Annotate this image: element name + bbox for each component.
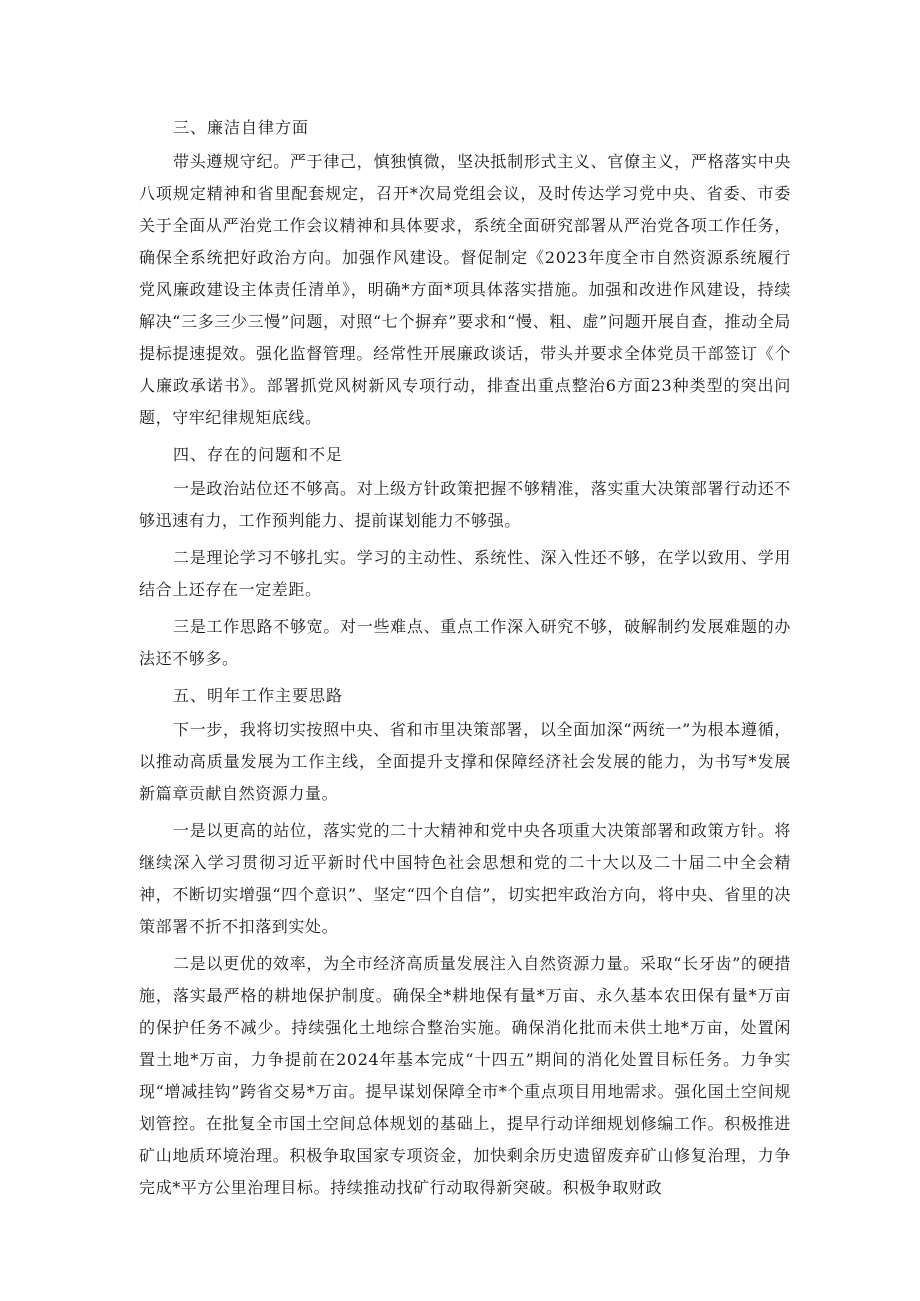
- paragraph: 二是理论学习不够扎实。学习的主动性、系统性、深入性还不够，在学以致用、学用结合上还存在一定差距。: [139, 548, 791, 599]
- section-problems: [139, 439, 791, 675]
- paragraph: 下一步，我将切实按照中央、省和市里决策部署，以全面加深“两统一”为根本遵循，以推动高质量发展为工作主线，全面提升支撑和保障经济社会发展的能力，为书写*发展新篇章贡献自然资源力量。: [139, 720, 791, 803]
- section-heading-problems: 四、存在的问题和不足: [173, 445, 344, 464]
- section-next-year: [139, 680, 791, 1204]
- document-page: [139, 112, 791, 1209]
- paragraph: 一是政治站位还不够高。对上级方针政策把握不够精准，落实重大决策部署行动还不够迅速有力，工作预判能力、提前谋划能力不够强。: [139, 479, 791, 530]
- section-heading-integrity: 三、廉洁自律方面: [173, 118, 310, 137]
- paragraph: 一是以更高的站位，落实党的二十大精神和党中央各项重大决策部署和政策方针。将继续深入学习贯彻习近平新时代中国特色社会思想和党的二十大以及二十届二中全会精神，不断切实增强“四个意识”、坚定“四个自信”，切实把牢政治方向，将中央、省里的决策部署不折不扣落到实处。: [139, 821, 791, 936]
- paragraph: 带头遵规守纪。严于律己，慎独慎微，坚决抵制形式主义、官僚主义，严格落实中央八项规定精神和省里配套规定，召开*次局党组会议，及时传达学习党中央、省委、市委关于全面从严治党工作会议精神和具体要求，系统全面研究部署从严治党各项工作任务，确保全系统把好政治方向。加强作风建设。督促制定《2023年度全市自然资源系统履行党风廉政建设主体责任清单》，明确*方面*项具体落实措施。加强和改进作风建设，持续解决“三多三少三慢”问题，对照“七个摒弃”要求和“慢、粗、虚”问题开展自查，推动全局提标提速提效。强化监督管理。经常性开展廉政谈话，带头并要求全体党员干部签订《个人廉政承诺书》。部署抓党风树新风专项行动，排查出重点整治6方面23种类型的突出问题，守牢纪律规矩底线。: [139, 152, 791, 427]
- section-heading-next-year: 五、明年工作主要思路: [173, 686, 344, 705]
- section-integrity: [139, 112, 791, 434]
- paragraph: 三是工作思路不够宽。对一些难点、重点工作深入研究不够，破解制约发展难题的办法还不够多。: [139, 617, 791, 668]
- paragraph: 二是以更优的效率，为全市经济高质量发展注入自然资源力量。采取“长牙齿”的硬措施，落实最严格的耕地保护制度。确保全*耕地保有量*万亩、永久基本农田保有量*万亩的保护任务不减少。持续强化土地综合整治实施。确保消化批而未供土地*万亩，处置闲置土地*万亩，力争提前在2024年基本完成“十四五”期间的消化处置目标任务。力争实现“增减挂钩”跨省交易*万亩。提早谋划保障全市*个重点项目用地需求。强化国土空间规划管控。在批复全市国土空间总体规划的基础上，提早行动详细规划修编工作。积极推进矿山地质环境治理。积极争取国家专项资金，加快剩余历史遗留废弃矿山修复治理，力争完成*平方公里治理目标。持续推动找矿行动取得新突破。积极争取财政: [139, 954, 791, 1197]
